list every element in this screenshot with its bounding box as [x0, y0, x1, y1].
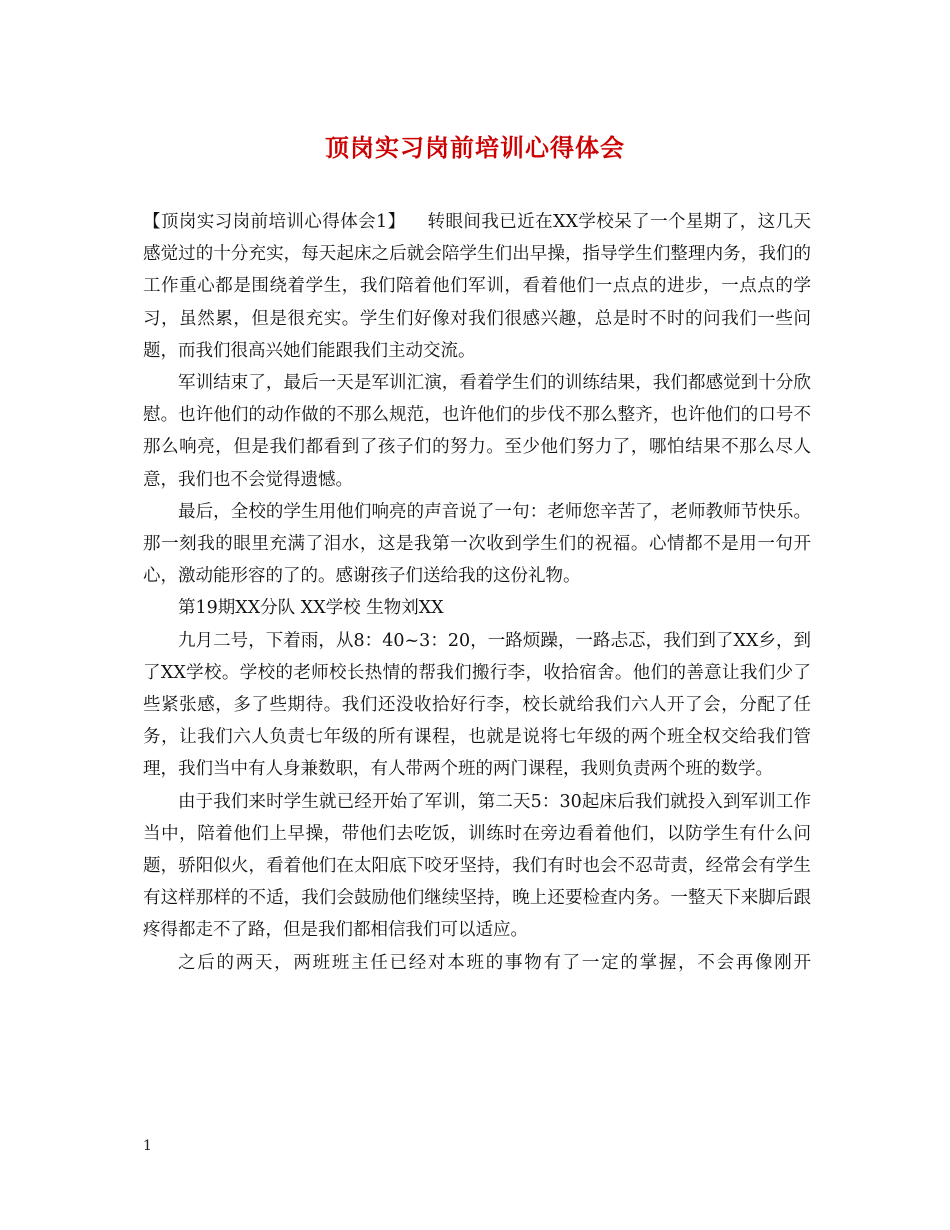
document-body — [143, 206, 811, 979]
page-title: 顶岗实习岗前培训心得体会 — [325, 133, 625, 162]
paragraph-4: 九月二号，下着雨，从8：40~3：20，一路烦躁，一路忐忑，我们到了XX乡，到了XX学校。学校的老师校长热情的帮我们搬行李，收拾宿舍。他们的善意让我们少了些紧张感，多了些期待。我们还没收拾好行李，校长就给我们六人开了会，分配了任务，让我们六人负责七年级的所有课程，也就是说将七年级的两个班全权交给我们管理，我们当中有人身兼数职，有人带两个班的两门课程，我则负责两个班的数学。 — [143, 630, 811, 780]
paragraph-5: 由于我们来时学生就已经开始了军训，第二天5：30起床后我们就投入到军训工作当中，陪着他们上早操，带他们去吃饭，训练时在旁边看着他们，以防学生有什么问题，骄阳似火，看着他们在太阳底下咬牙坚持，我们有时也会不忍苛责，经常会有学生有这样那样的不适，我们会鼓励他们继续坚持，晚上还要检查内务。一整天下来脚后跟疼得都走不了路，但是我们都相信我们可以适应。 — [143, 791, 811, 941]
section-heading: 【顶岗实习岗前培训心得体会1】 — [143, 212, 406, 232]
paragraph-1 — [143, 206, 811, 367]
paragraph-6: 之后的两天，两班班主任已经对本班的事物有了一定的掌握，不会再像刚开 — [178, 952, 811, 973]
paragraph-1-text: 转眼间我已近在XX学校呆了一个星期了，这几天感觉过的十分充实，每天起床之后就会陪学生们出早操，指导学生们整理内务，我们的工作重心都是围绕着学生，我们陪着他们军训，看着他们一点点的进步，一点点的学习，虽然累，但是很充实。学生们好像对我们很感兴趣，总是时不时的问我们一些问题，而我们很高兴她们能跟我们主动交流。 — [143, 212, 811, 361]
paragraph-3: 最后，全校的学生用他们响亮的声音说了一句：老师您辛苦了，老师教师节快乐。那一刻我的眼里充满了泪水，这是我第一次收到学生们的祝福。心情都不是用一句开心，激动能形容的了的。感谢孩子们送给我的这份礼物。 — [143, 501, 811, 587]
page-number: 1 — [143, 1138, 152, 1154]
author-line: 第19期XX分队 XX学校 生物刘XX — [178, 598, 444, 619]
paragraph-2: 军训结束了，最后一天是军训汇演，看着学生们的训练结果，我们都感觉到十分欣慰。也许他们的动作做的不那么规范，也许他们的步伐不那么整齐，也许他们的口号不那么响亮，但是我们都看到了孩子们的努力。至少他们努力了，哪怕结果不那么尽人意，我们也不会觉得遗憾。 — [143, 373, 811, 490]
